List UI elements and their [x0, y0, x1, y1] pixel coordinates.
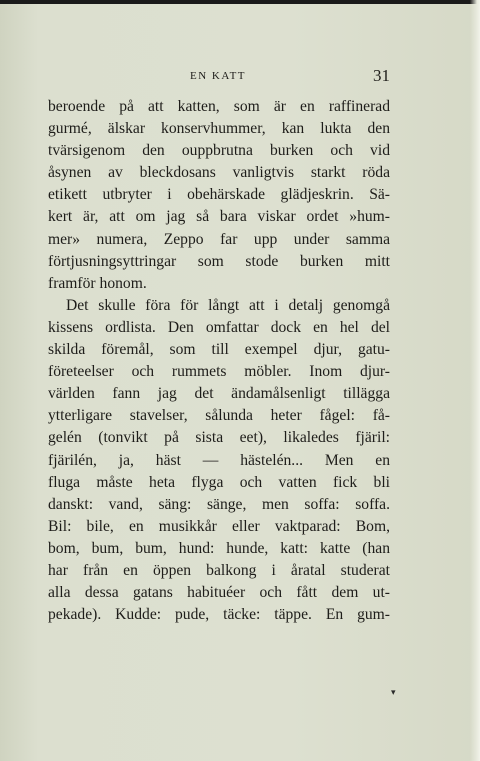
- page-header: [48, 66, 390, 90]
- text-line: skilda föremål, som till exempel djur, gatu-: [48, 341, 390, 359]
- printer-mark: ▾: [391, 688, 396, 698]
- scan-top-edge: [0, 0, 480, 4]
- body-text: [48, 96, 390, 626]
- text-line: fluga måste heta flyga och vatten fick bli: [48, 473, 390, 491]
- text-line: har från en öppen balkong i åratal studerat: [48, 561, 390, 579]
- text-line: pekade). Kudde: pude, täcke: täppe. En gum-: [48, 606, 390, 624]
- scan-right-edge: [470, 0, 480, 761]
- text-line: Bil: bile, en musikkår eller vaktparad: Bom,: [48, 517, 390, 535]
- text-line: mer» numera, Zeppo far upp under samma: [48, 230, 390, 248]
- text-line: etikett utbryter i obehärskade glädjeskrin. Sä-: [48, 186, 390, 204]
- text-line: fjärilén, ja, häst — hästelén... Men en: [48, 451, 390, 469]
- text-line: danskt: vand, säng: sänge, men soffa: soffa.: [48, 495, 390, 513]
- text-line: kert är, att om jag så bara viskar ordet »hum-: [48, 208, 390, 226]
- text-line: kissens ordlista. Den omfattar dock en hel del: [48, 318, 390, 336]
- text-line: ytterligare stavelser, sålunda heter fågel: få-: [48, 407, 390, 425]
- text-line: alla dessa gatans habituéer och fått dem ut-: [48, 584, 390, 602]
- text-line: bom, bum, bum, hund: hunde, katt: katte (han: [48, 539, 390, 557]
- text-line: gelén (tonvikt på sista eet), likaledes fjäril:: [48, 429, 390, 447]
- text-line: beroende på att katten, som är en raffinerad: [48, 98, 390, 115]
- text-line: gurmé, älskar konservhummer, kan lukta den: [48, 120, 390, 138]
- page-number: 31: [373, 66, 390, 85]
- text-line: tvärsigenom den ouppbrutna burken och vid: [48, 142, 390, 160]
- text-line: åsynen av bleckdosans vanligtvis starkt röda: [48, 164, 390, 182]
- text-line: förtjusningsyttringar som stode burken mitt: [48, 252, 390, 270]
- text-line: företeelser och rummets möbler. Inom djur-: [48, 363, 390, 381]
- running-title: EN KATT: [190, 70, 247, 82]
- text-line: världen fann jag det ändamålsenligt tillägga: [48, 385, 390, 403]
- text-line: framför honom.: [48, 274, 147, 292]
- text-line: Det skulle föra för långt att i detalj genomgå: [66, 296, 390, 314]
